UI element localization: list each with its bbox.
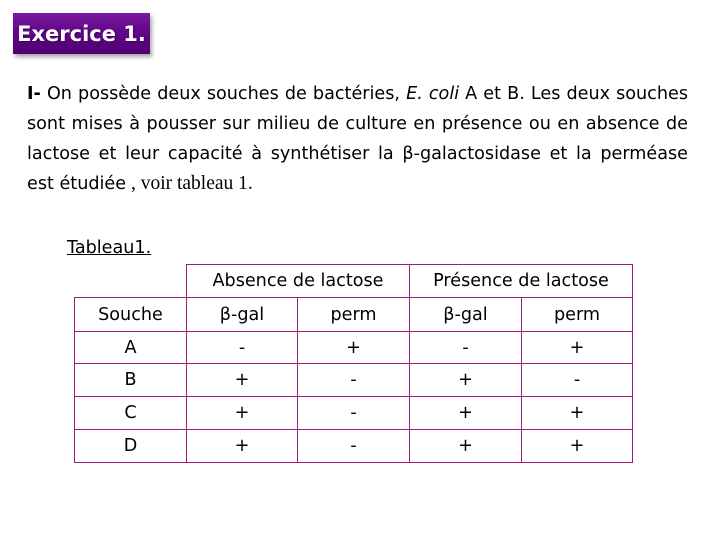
table-cell: + bbox=[521, 331, 633, 364]
group-header-presence: Présence de lactose bbox=[409, 264, 633, 298]
table-cell: + bbox=[186, 363, 298, 397]
table-cell: B bbox=[74, 363, 187, 397]
table-cell: + bbox=[186, 396, 298, 430]
group-header-absence: Absence de lactose bbox=[186, 264, 410, 298]
column-header-bgal-absence: β-gal bbox=[186, 297, 298, 332]
table-cell: - bbox=[521, 363, 633, 397]
table-cell: + bbox=[521, 396, 633, 430]
table-cell: - bbox=[409, 331, 522, 364]
part-label: I- bbox=[27, 84, 41, 104]
species-name: E. coli bbox=[406, 84, 460, 104]
table-cell: + bbox=[409, 429, 522, 463]
table-cell: + bbox=[521, 429, 633, 463]
exercise-title: Exercice 1. bbox=[17, 21, 146, 46]
table-cell: + bbox=[409, 396, 522, 430]
table-cell: - bbox=[297, 429, 410, 463]
table-cell: C bbox=[74, 396, 187, 430]
column-header-bgal-presence: β-gal bbox=[409, 297, 522, 332]
table-cell: + bbox=[186, 429, 298, 463]
table-cell: - bbox=[186, 331, 298, 364]
table-cell: A bbox=[74, 331, 187, 364]
table-cell: - bbox=[297, 396, 410, 430]
statement-text-3: , voir tableau 1. bbox=[126, 173, 253, 194]
table-cell: + bbox=[297, 331, 410, 364]
table-cell: - bbox=[297, 363, 410, 397]
column-header-souche: Souche bbox=[74, 297, 187, 332]
table-cell: + bbox=[409, 363, 522, 397]
statement-text-2: A et B. Les deux souches sont mises à pousser sur milieu de culture en présence ou en absence de lactose et leur capacité à synthétiser la β-galactosidase et la perméase est étudiée bbox=[27, 84, 688, 194]
column-header-perm-presence: perm bbox=[521, 297, 633, 332]
statement-text-1: On possède deux souches de bactéries, bbox=[40, 84, 407, 104]
column-header-perm-absence: perm bbox=[297, 297, 410, 332]
table-cell: D bbox=[74, 429, 187, 463]
table-title: Tableau1. bbox=[67, 238, 152, 258]
